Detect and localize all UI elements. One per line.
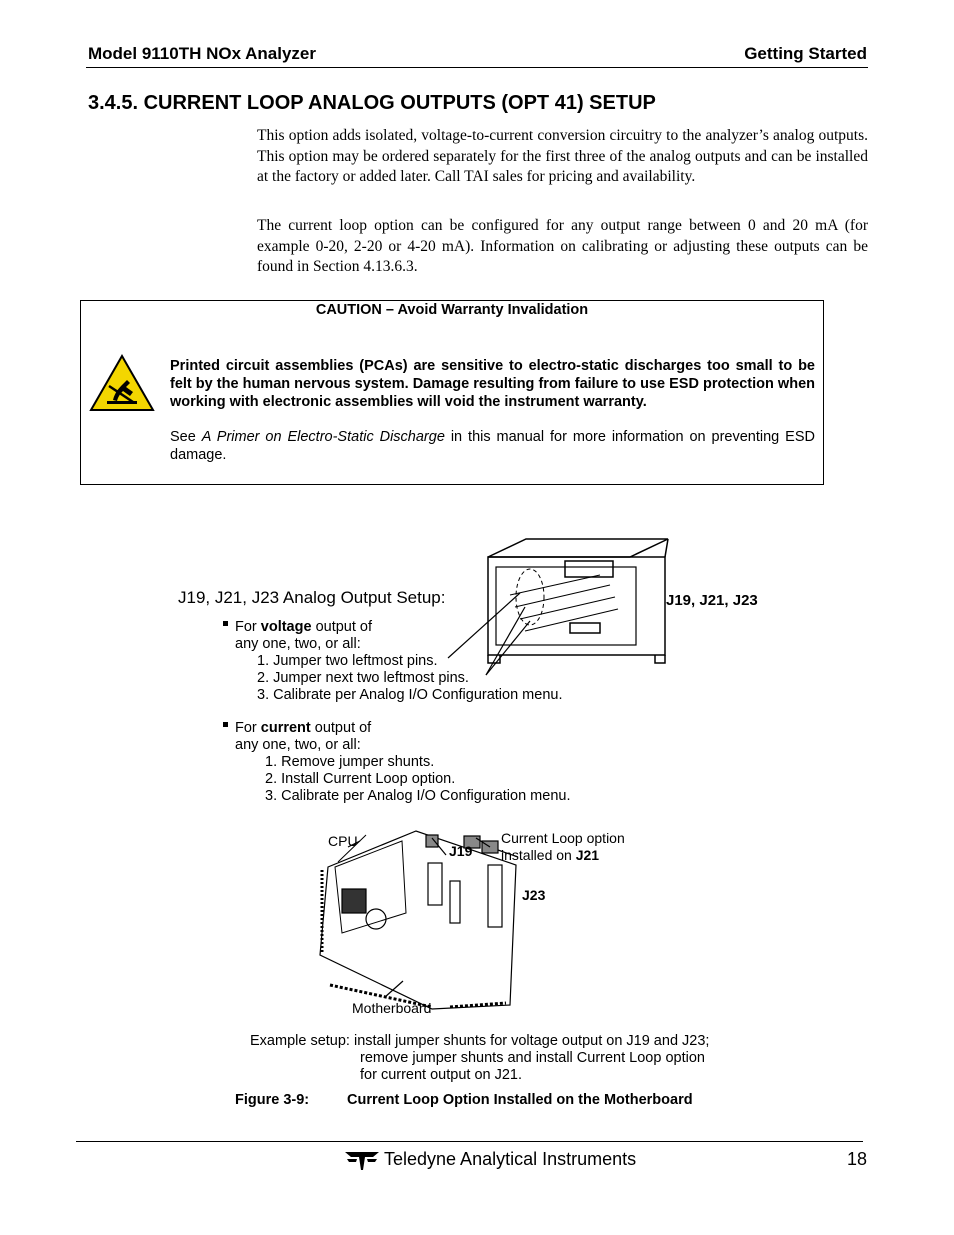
motherboard-pointers — [348, 838, 518, 997]
example-line-3: for current output on J21. — [360, 1067, 523, 1083]
caution-see-note — [170, 428, 815, 464]
caution-body: Printed circuit assemblies (PCAs) are sensitive to electro-static discharges too small to be felt by the human nervous system. Damage resulting from failure to use ESD protection when working with electronic assemblies will void the instrument warranty. — [170, 358, 815, 410]
j19-label: J19 — [449, 843, 473, 859]
voltage-step-1: 1. Jumper two leftmost pins. — [257, 653, 438, 669]
current-any: any one, two, or all: — [235, 737, 361, 753]
figure-caption-text: Current Loop Option Installed on the Motherboard — [347, 1092, 693, 1108]
figure-caption — [235, 1092, 693, 1108]
paragraph-range: The current loop option can be configured for any output range between 0 and 20 mA (for example 0-20, 2-20 or 4-20 mA). Information on calibrating or adjusting these outputs can be found in Section 4.13.6.3. — [257, 217, 868, 275]
teledyne-logo-icon — [343, 1148, 381, 1172]
current-heading: For current output of — [235, 720, 372, 736]
connector-drawing — [488, 539, 668, 663]
current-step-1: 1. Remove jumper shunts. — [265, 754, 435, 770]
motherboard-drawing — [320, 831, 516, 1009]
cpu-label: CPU — [328, 833, 358, 849]
voltage-bullet — [223, 621, 228, 626]
caution-box — [80, 300, 824, 485]
voltage-step-3: 3. Calibrate per Analog I/O Configuration menu. — [257, 687, 563, 703]
section-title: 3.4.5. CURRENT LOOP ANALOG OUTPUTS (OPT 41) SETUP — [88, 92, 656, 114]
paragraph-intro: This option adds isolated, voltage-to-current conversion circuitry to the analyzer’s analog outputs. This option may be ordered separately for the first three of the analog outputs and can be installed at the factory or added later. Call TAI sales for pricing and availability. — [257, 127, 868, 185]
esd-warning-icon — [89, 354, 155, 412]
caution-title: CAUTION – Avoid Warranty Invalidation — [315, 302, 589, 318]
header-model: Model 9110TH NOx Analyzer — [88, 44, 317, 63]
connector-label: J19, J21, J23 — [666, 592, 758, 609]
figure-current-loop — [170, 535, 790, 1085]
voltage-step-2: 2. Jumper next two leftmost pins. — [257, 670, 469, 686]
setup-title: J19, J21, J23 Analog Output Setup: — [178, 588, 446, 607]
page-number: 18 — [846, 1149, 867, 1169]
motherboard-label: Motherboard — [352, 1000, 432, 1016]
installed-on-label: installed on J21 — [501, 847, 600, 863]
esd-primer-reference: A Primer on Electro-Static Discharge — [201, 429, 445, 445]
figure-caption-label: Figure 3-9: — [235, 1092, 310, 1108]
j23-label: J23 — [522, 887, 546, 903]
example-line-1: Example setup: install jumper shunts for voltage output on J19 and J23; — [250, 1033, 710, 1049]
footer-rule — [76, 1141, 863, 1142]
header-rule — [86, 67, 868, 68]
voltage-heading: For voltage output of — [235, 619, 373, 635]
footer-company: Teledyne Analytical Instruments — [384, 1149, 637, 1169]
voltage-any: any one, two, or all: — [235, 636, 361, 652]
current-bullet — [223, 722, 228, 727]
example-line-2: remove jumper shunts and install Current Loop option — [360, 1050, 705, 1066]
header-chapter: Getting Started — [744, 44, 867, 63]
see-prefix: See — [170, 429, 202, 445]
current-step-3: 3. Calibrate per Analog I/O Configuration menu. — [265, 788, 571, 804]
see-suffix: in this manual for more information on preventing ESD damage. — [170, 429, 815, 463]
current-loop-option-label: Current Loop option — [501, 830, 625, 846]
current-step-2: 2. Install Current Loop option. — [265, 771, 456, 787]
